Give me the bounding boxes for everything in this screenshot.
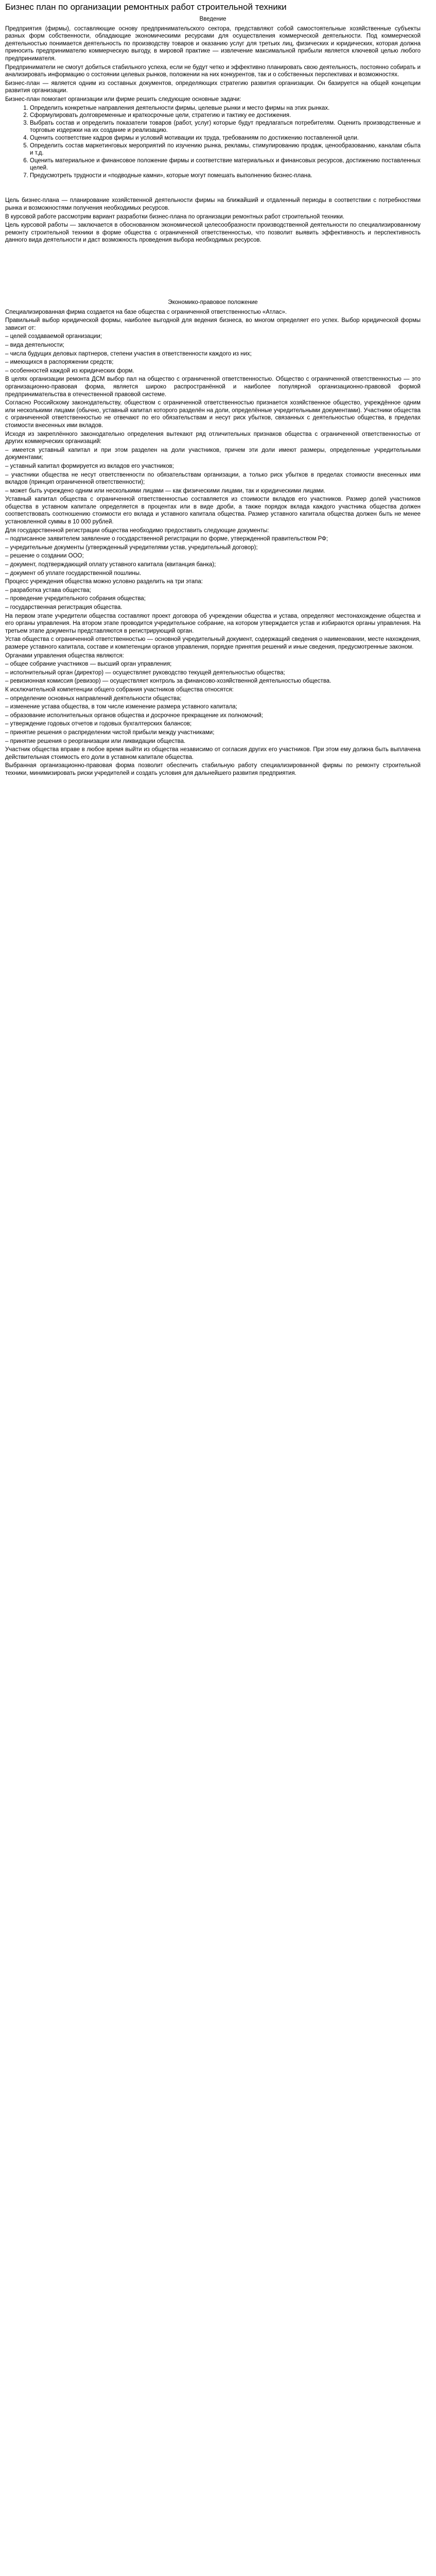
spacer xyxy=(5,245,421,297)
paragraph: – имеется уставный капитал и при этом разделен на доли участников, причем эти доли имеют размеры, определенные учредительными документами; xyxy=(5,447,421,461)
paragraph: На первом этапе учредители общества составляют проект договора об учреждении общества и устава, определяют местонахождение общества и его органы управления. На втором этапе проводится учредительное собрание, на котором утверждается устав и избираются органы управления. На третьем этапе документы представляются в регистрирующий орган. xyxy=(5,613,421,634)
introduction-section xyxy=(5,15,421,244)
paragraph: – может быть учреждено одним или несколькими лицами — как физическими лицами, так и юридическими лицами. xyxy=(5,487,325,494)
paragraph: В курсовой работе рассмотрим вариант разработки бизнес-плана по организации ремонтных работ строительной техники. xyxy=(5,213,344,220)
paragraph: – утверждение годовых отчетов и годовых бухгалтерских балансов; xyxy=(5,721,192,727)
intro-paragraphs xyxy=(5,25,421,104)
document xyxy=(0,0,426,788)
paragraph: Выбранная организационно-правовая форма позволит обеспечить стабильную работу специализированной фирмы по ремонту строительной техники, минимизировать риски учредителей и создать условия для дальнейшего развития предприятия. xyxy=(5,762,421,776)
paragraph: – принятие решения о распределении чистой прибыли между участниками; xyxy=(5,729,215,736)
section-heading: Введение xyxy=(199,16,226,22)
list-item: 5. Определить состав маркетинговых мероприятий по изучению рынка, рекламы, стимулированию продаж, ценообразованию, каналам сбыта и т.д. xyxy=(30,142,421,157)
paragraph: Уставный капитал общества с ограниченной ответственностью составляется из стоимости вкладов его участников. Размер долей участников общества в уставном капитале определяется в процентах или в виде дроби, а также порядок вклада каждого участника общества должен соответствовать соотношению стоимости его вклада и уставного капитала общества. Размер уставного капитала общества должен быть не менее установленной суммы в 10 000 рублей. xyxy=(5,496,421,526)
paragraph: – документ об уплате государственной пошлины. xyxy=(5,570,142,577)
paragraph: К исключительной компетенции общего собрания участников общества относятся: xyxy=(5,686,234,693)
paragraph: – разработка устава общества; xyxy=(5,587,91,594)
list-item: 3. Выбрать состав и определить показатели товаров (работ, услуг) которые будут предлагаться потребителям. Оценить производственные и торговые издержки на их создание и реализацию. xyxy=(30,120,421,134)
paragraph: Исходя из закреплённого законодательно определения вытекают ряд отличительных признаков общества с ограниченной ответственностью от других коммерческих организаций: xyxy=(5,431,421,445)
paragraph: – изменение устава общества, в том числе изменение размера уставного капитала; xyxy=(5,704,237,710)
tasks-list xyxy=(5,105,421,180)
paragraph: Согласно Российскому законодательству, обществом с ограниченной ответственностью признается хозяйственное общество, учреждённое одним или несколькими лицами (обычно, уставный капитал которого разделён на доли, определённые учредительными документами). Участники общества с ограниченной ответственностью не отвечают по его обязательствам и несут риск убытков, связанных с деятельностью общества, в пределах стоимости внесенных ими вкладов. xyxy=(5,400,421,429)
legal-paragraphs xyxy=(5,309,421,777)
paragraph: Участник общества вправе в любое время выйти из общества независимо от согласия других его участников. При этом ему должна быть выплачена действительная стоимость его доли в уставном капитале общества. xyxy=(5,747,421,760)
paragraph: Процесс учреждения общества можно условно разделить на три этапа: xyxy=(5,579,203,585)
paragraph: Предприниматели не смогут добиться стабильного успеха, если не будут четко и эффективно планировать свою деятельность, постоянно собирать и анализировать информацию о состоянии целевых рынков, положении на них конкурентов, так и о собственных перспективах и возможностях. xyxy=(5,64,421,78)
paragraph: Цель бизнес-плана — планирование хозяйственной деятельности фирмы на ближайший и отдаленный периоды в соответствии с потребностями рынка и возможностями получения необходимых ресурсов. xyxy=(5,197,421,212)
paragraph: Органами управления общества являются: xyxy=(5,652,124,659)
paragraph: – учредительные документы (утвержденный учредителями устав, учредительный договор); xyxy=(5,544,258,551)
paragraph: – ревизионная комиссия (ревизор) — осуществляет контроль за финансово-хозяйственной деятельностью общества. xyxy=(5,678,332,685)
list-item: 2. Сформулировать долговременные и краткосрочные цели, стратегию и тактику ее достижения. xyxy=(30,112,421,120)
document-title: Бизнес план по организации ремонтных работ строительной техники xyxy=(5,2,287,12)
paragraph: Предприятия (фирмы), составляющие основу предпринимательского сектора, представляют собой самостоятельные хозяйственные субъекты разных форм собственности, обладающие экономическими ресурсами для осуществления коммерческой деятельности. Под коммерческой деятельностью понимается деятельность по производству товаров и оказанию услуг для третьих лиц, физических и юридических, которая должна приносить предпринимателю коммерческую выгоду, в мировой практике — извлечение максимальной прибыли является ключевой целью любого предпринимателя. xyxy=(5,25,421,62)
list-item: 7. Предусмотреть трудности и «подводные камни», которые могут помешать выполнению бизнес-плана. xyxy=(30,172,421,180)
paragraph: – исполнительный орган (директор) — осуществляет руководство текущей деятельностью общества; xyxy=(5,669,285,676)
paragraph: – принятие решения о реорганизации или ликвидации общества. xyxy=(5,738,186,744)
list-item: 4. Оценить соответствие кадров фирмы и условий мотивации их труда, требованиям по достижению поставленной цели. xyxy=(30,134,421,142)
paragraph: Специализированная фирма создается на базе общества с ограниченной ответственностью «Атлас». xyxy=(5,309,287,315)
paragraph: – общее собрание участников — высший орган управления; xyxy=(5,661,172,668)
paragraph: – образование исполнительных органов общества и досрочное прекращение их полномочий; xyxy=(5,712,263,719)
paragraph: – числа будущих деловых партнеров, степени участия в ответственности каждого из них; xyxy=(5,350,252,357)
legal-section xyxy=(5,299,421,777)
paragraph: – проведение учредительного собрания общества; xyxy=(5,596,146,602)
paragraph: – особенностей каждой из юридических форм. xyxy=(5,367,134,374)
goal-paragraphs xyxy=(5,197,421,244)
section-heading: Экономико-правовое положение xyxy=(168,299,258,306)
paragraph: – имеющихся в распоряжении средств; xyxy=(5,359,114,366)
paragraph: – решение о создании ООО; xyxy=(5,553,84,560)
paragraph: – целей создаваемой организации; xyxy=(5,333,102,340)
paragraph: Бизнес-план — является одним из составных документов, определяющих стратегию развития организации. Он базируется на общей концепции развития организации. xyxy=(5,80,421,94)
paragraph: Для государственной регистрации общества необходимо предоставить следующие документы: xyxy=(5,527,269,534)
paragraph: – определение основных направлений деятельности общества; xyxy=(5,695,182,702)
list-item: 6. Оценить материальное и финансовое положение фирмы и соответствие материальных и финансовых ресурсов, достижению поставленных целей. xyxy=(30,157,421,172)
spacer xyxy=(5,181,421,197)
paragraph: – подписанное заявителем заявление о государственной регистрации по форме, утвержденной правительством РФ; xyxy=(5,536,328,543)
paragraph: Правильный выбор юридической формы, наиболее выгодной для ведения бизнеса, во многом определяет его успех. Выбор юридической формы зависит от: xyxy=(5,317,421,331)
paragraph: Цель курсовой работы — заключается в обоснованном экономической целесообразности производственной деятельности по специализированному ремонту строительной техники в форме общества с ограниченной ответственностью, что позволит выявить эффективность и перспективность данного вида деятельности и даст возможность проведения выбора необходимых ресурсов. xyxy=(5,222,421,244)
paragraph: Устав общества с ограниченной ответственностью — основной учредительный документ, содержащий сведения о наименовании, месте нахождения, размере уставного капитала, составе и компетенции органов управления, порядке принятия решений и иные сведения, предусмотренные законом. xyxy=(5,636,421,650)
paragraph: – уставный капитал формируется из вкладов его участников; xyxy=(5,463,174,469)
paragraph: В целях организации ремонта ДСМ выбор пал на общество с ограниченной ответственностью. Общество с ограниченной ответственностью — это организационно-правовая форма, является широко распространённой и наиболее популярной организационно-правовой формой предпринимательства в отечественной правовой системе. xyxy=(5,376,421,398)
paragraph: – участники общества не несут ответственности по обязательствам организации, а только риск убытков в пределах стоимости внесенных ими вкладов (принцип ограниченной ответственности); xyxy=(5,471,421,486)
paragraph: – вида деятельности; xyxy=(5,342,64,348)
paragraph: – документ, подтверждающий оплату уставного капитала (квитанция банка); xyxy=(5,562,216,568)
paragraph: – государственная регистрация общества. xyxy=(5,604,123,611)
paragraph: Бизнес-план помогает организации или фирме решить следующие основные задачи: xyxy=(5,96,241,103)
list-item: 1. Определить конкретные направления деятельности фирмы, целевые рынки и место фирмы на этих рынках. xyxy=(30,105,421,112)
